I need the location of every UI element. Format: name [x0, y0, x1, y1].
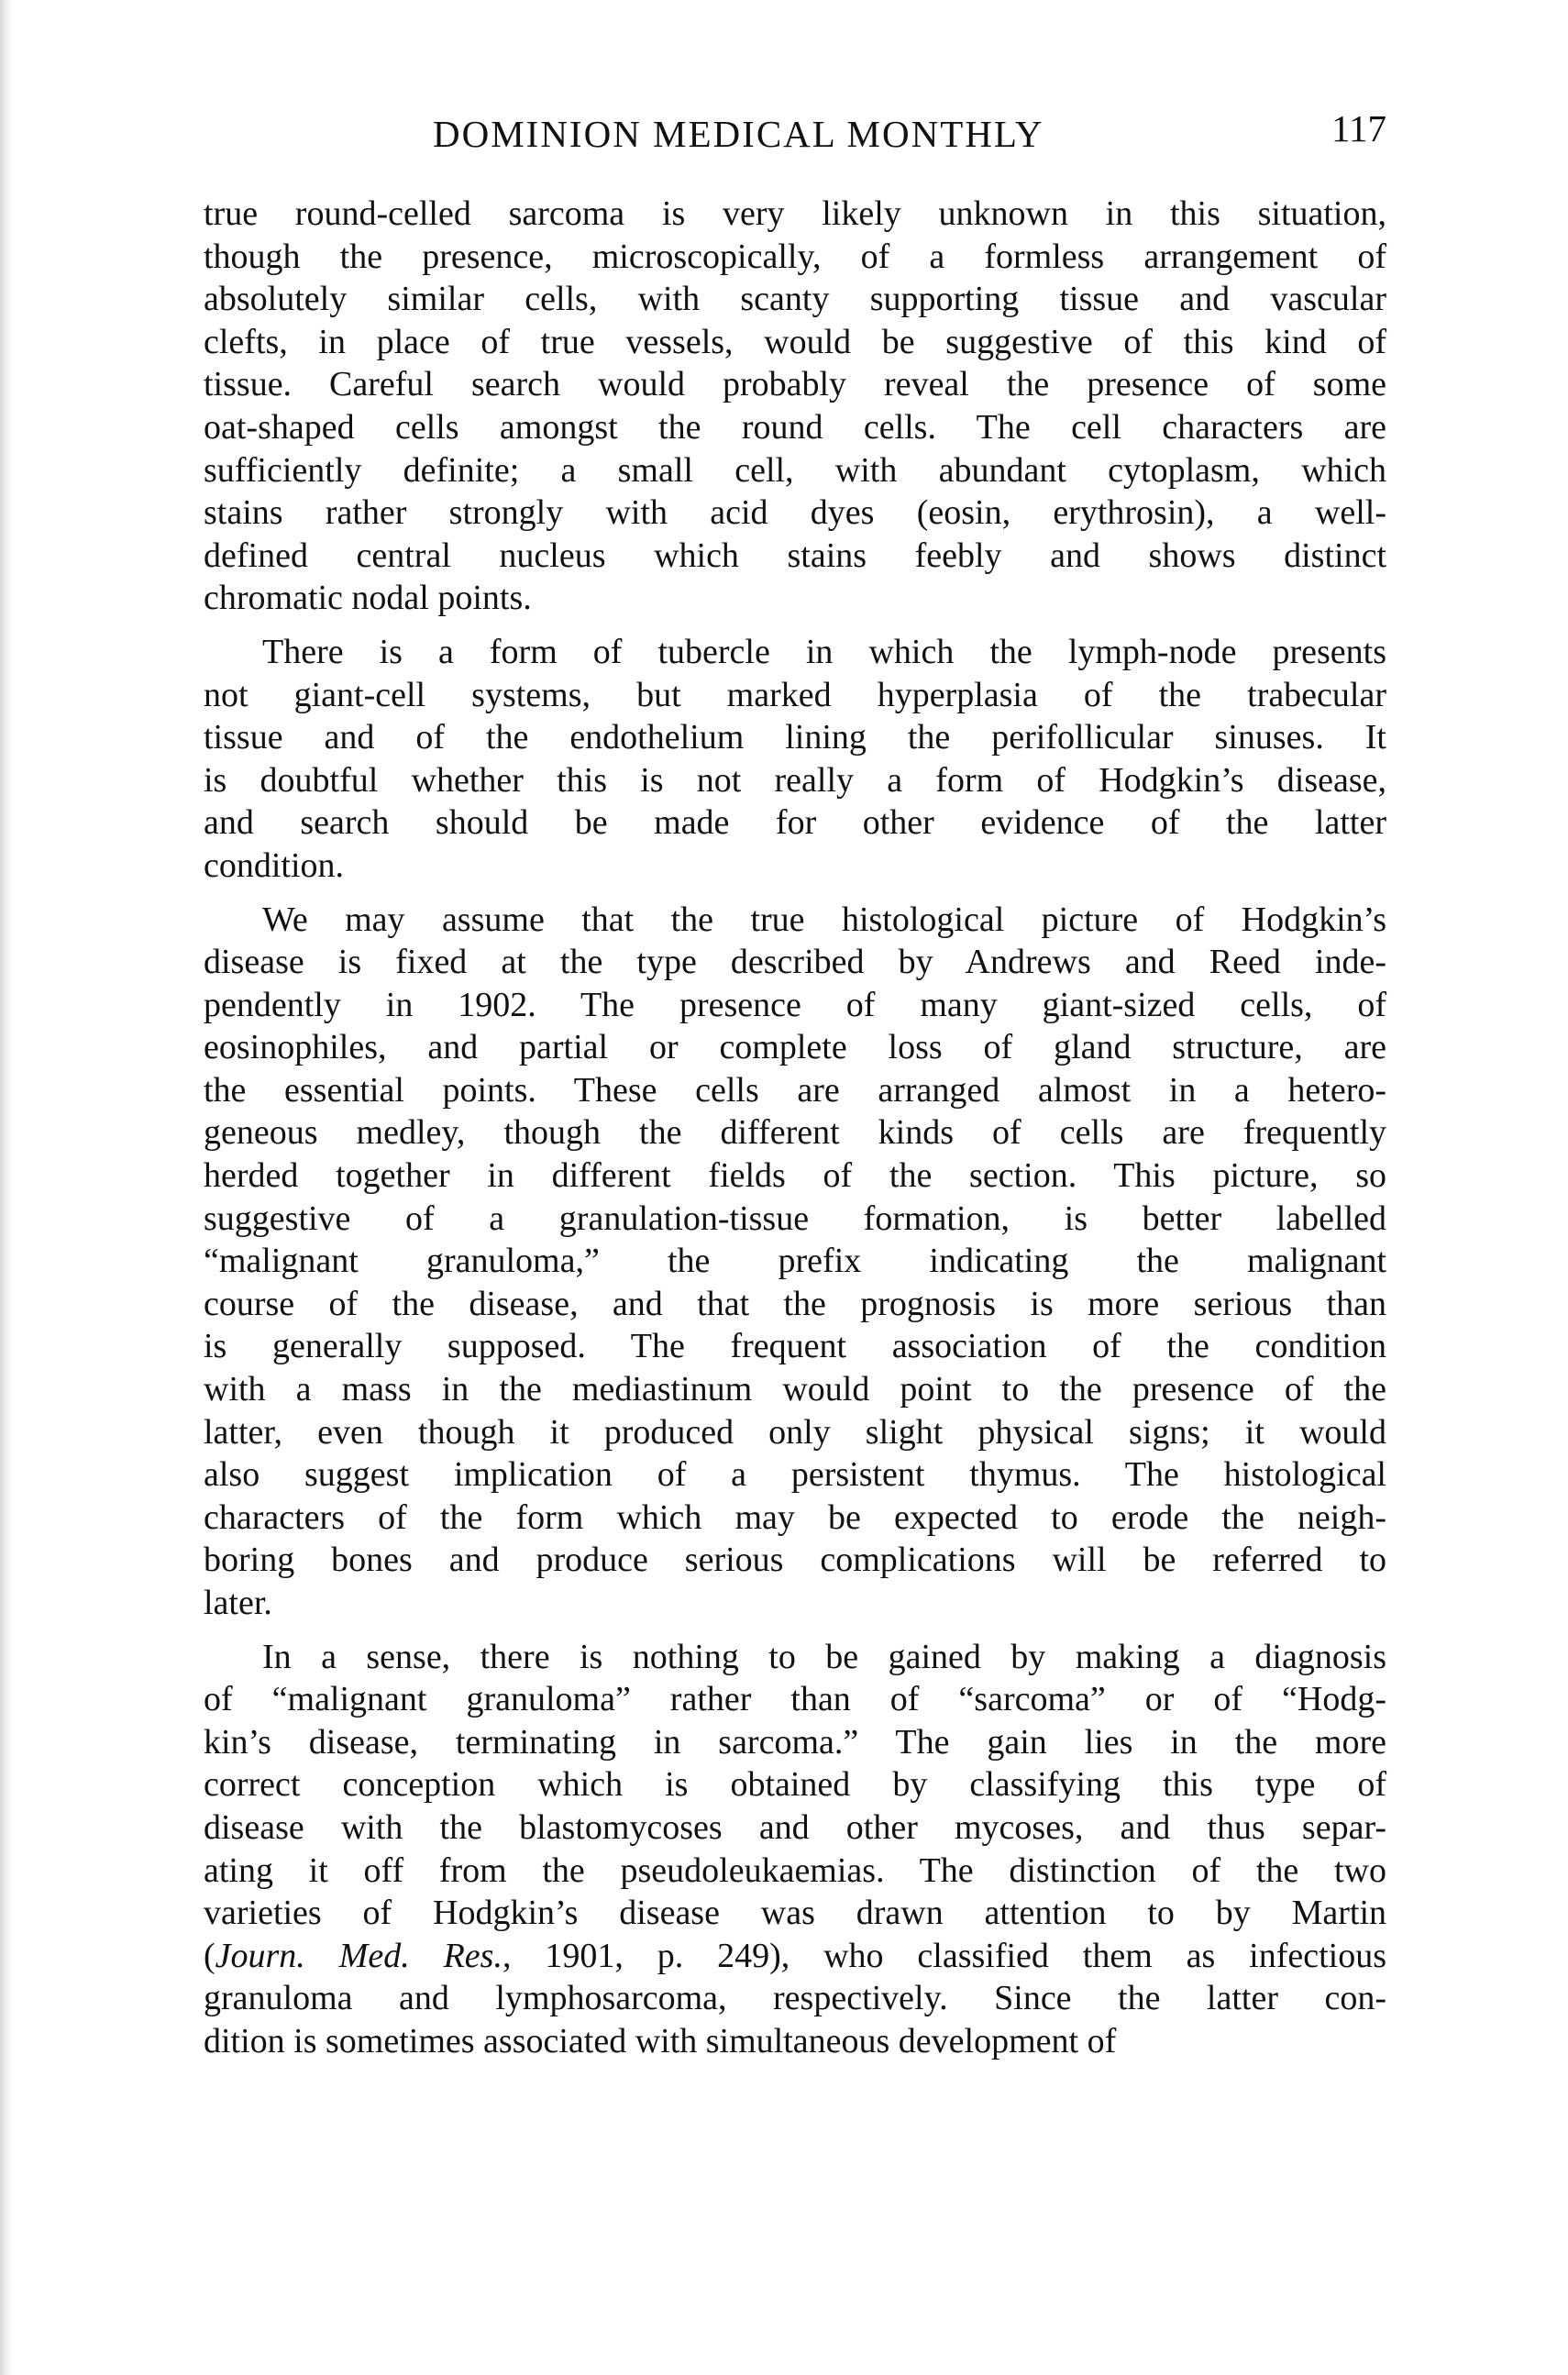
text-line: correct conception which is obtained by classifying this type of — [204, 1765, 1386, 1805]
text-line: course of the disease, and that the prognosis is more serious than — [204, 1284, 1386, 1323]
text-line: kin’s disease, terminating in sarcoma.” The gain lies in the more — [204, 1722, 1386, 1762]
paragraph — [204, 631, 1386, 888]
text-line: sufficiently definite; a small cell, with abundant cytoplasm, which — [204, 450, 1386, 490]
text-line: geneous medley, though the different kinds of cells are frequently — [204, 1113, 1386, 1153]
paragraph — [204, 1636, 1386, 2063]
text-line: clefts, in place of true vessels, would be suggestive of this kind of — [204, 322, 1386, 361]
text-line: disease is fixed at the type described by Andrews and Reed inde- — [204, 943, 1386, 982]
text-line: also suggest implication of a persistent thymus. The histological — [204, 1455, 1386, 1495]
text-line: varieties of Hodgkin’s disease was drawn attention to by Martin — [204, 1894, 1386, 1933]
running-title: DOMINION MEDICAL MONTHLY — [433, 113, 1044, 155]
text-line: true round-celled sarcoma is very likely unknown in this situation, — [204, 194, 1386, 233]
text-line: “malignant granuloma,” the prefix indicating the malignant — [204, 1242, 1386, 1281]
text-line: though the presence, microscopically, of a formless arrangement of — [204, 237, 1386, 276]
paragraph — [204, 899, 1386, 1625]
paragraph — [204, 193, 1386, 620]
text-line: eosinophiles, and partial or complete loss of gland structure, are — [204, 1028, 1386, 1067]
text-line: absolutely similar cells, with scanty supporting tissue and vascular — [204, 280, 1386, 319]
text-line: stains rather strongly with acid dyes (eosin, erythrosin), a well- — [204, 493, 1386, 533]
page-header — [204, 107, 1386, 167]
text-line: chromatic nodal points. — [204, 579, 532, 618]
text-line: and search should be made for other evidence of the latter — [204, 803, 1386, 843]
text-line: In a sense, there is nothing to be gained by making a diagnosis — [262, 1637, 1386, 1676]
text-line: There is a form of tubercle in which the lymph-node presents — [262, 632, 1386, 671]
text-line: boring bones and produce serious complications will be referred to — [204, 1541, 1386, 1580]
text-line: suggestive of a granulation-tissue formation, is better labelled — [204, 1199, 1386, 1238]
text-line: granuloma and lymphosarcoma, respectively. Since the latter con- — [204, 1979, 1386, 2018]
text-line: with a mass in the mediastinum would point to the presence of the — [204, 1370, 1386, 1409]
text-line: of “malignant granuloma” rather than of “sarcoma” or of “Hodg- — [204, 1680, 1386, 1719]
text-line: (Journ. Med. Res., 1901, p. 249), who classified them as infectious — [204, 1936, 1386, 1975]
text-line: characters of the form which may be expected to erode the neigh- — [204, 1497, 1386, 1537]
text-line: latter, even though it produced only slight physical signs; it would — [204, 1412, 1386, 1452]
text-line: pendently in 1902. The presence of many giant-sized cells, of — [204, 985, 1386, 1024]
page-number: 117 — [1331, 107, 1386, 149]
text-line: disease with the blastomycoses and other mycoses, and thus separ- — [204, 1807, 1386, 1847]
page-binding-edge — [0, 0, 13, 2375]
text-line: dition is sometimes associated with simultaneous development of — [204, 2021, 1117, 2060]
text-line: ating it off from the pseudoleukaemias. The distinction of the two — [204, 1850, 1386, 1890]
paragraph-gap — [204, 888, 1386, 899]
text-line: condition. — [204, 845, 345, 885]
body-text — [204, 193, 1386, 2063]
text-line: herded together in different fields of the section. This picture, so — [204, 1156, 1386, 1196]
text-line: the essential points. These cells are arranged almost in a hetero- — [204, 1070, 1386, 1110]
text-line: tissue and of the endothelium lining the perifollicular sinuses. It — [204, 718, 1386, 757]
text-line: oat-shaped cells amongst the round cells. The cell characters are — [204, 407, 1386, 447]
paragraph-gap — [204, 620, 1386, 631]
paragraph-gap — [204, 1625, 1386, 1636]
text-line: is doubtful whether this is not really a form of Hodgkin’s disease, — [204, 760, 1386, 800]
text-line: tissue. Careful search would probably reveal the presence of some — [204, 365, 1386, 404]
text-line: not giant-cell systems, but marked hyperplasia of the trabecular — [204, 675, 1386, 714]
text-line: is generally supposed. The frequent association of the condition — [204, 1327, 1386, 1366]
text-line: later. — [204, 1584, 272, 1622]
text-line: defined central nucleus which stains feebly and shows distinct — [204, 536, 1386, 575]
text-line: We may assume that the true histological picture of Hodgkin’s — [262, 900, 1386, 939]
